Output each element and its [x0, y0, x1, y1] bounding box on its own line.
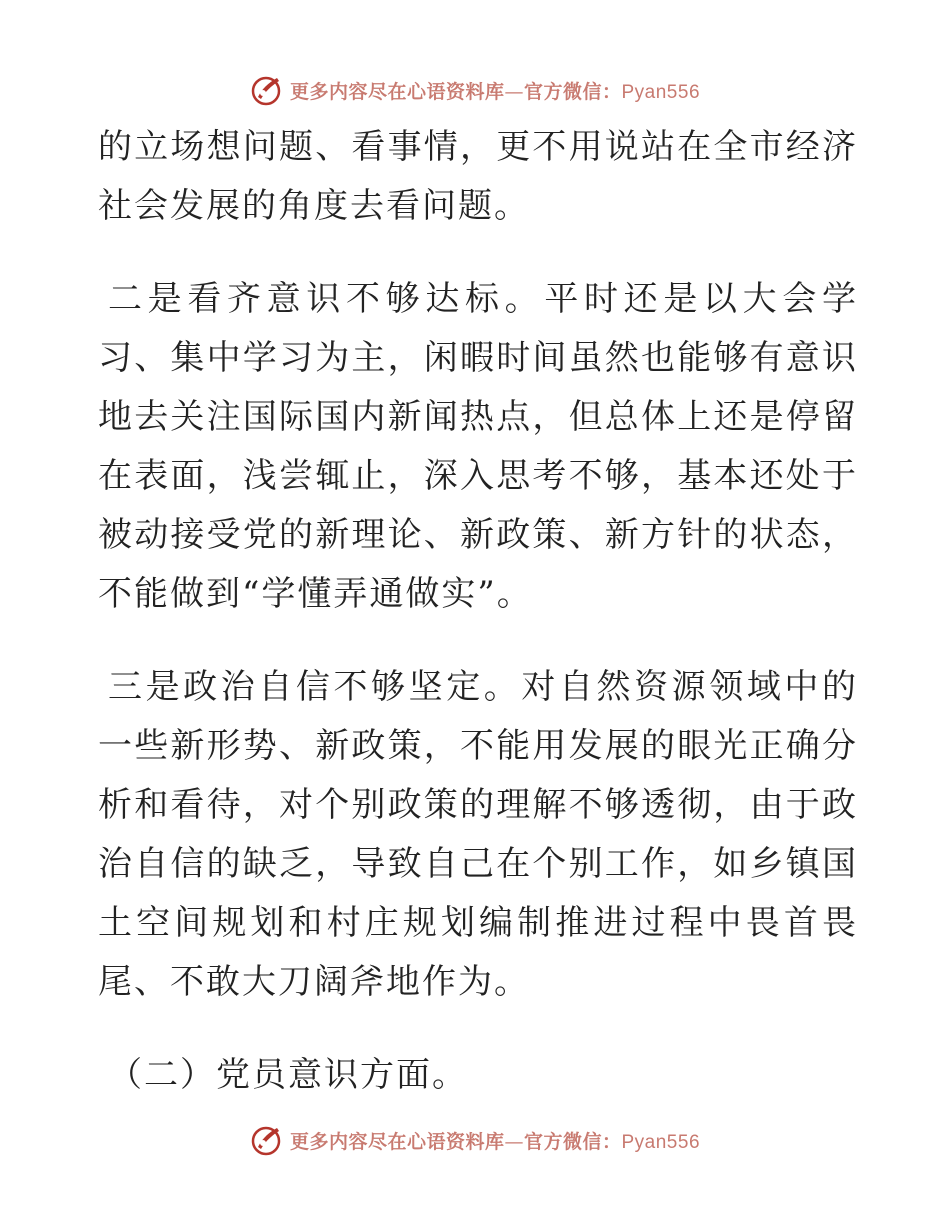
paragraph-3: 三是政治自信不够坚定。对自然资源领域中的一些新形势、新政策，不能用发展的眼光正确分析和看待，对个别政策的理解不够透彻，由于政治自信的缺乏，导致自己在个别工作，如乡镇国土空间规划和村庄规划编制推进过程中畏首畏尾、不敢大刀阔斧地作为。 — [98, 667, 858, 1002]
footer-watermark — [0, 1120, 950, 1160]
paragraph-1: 的立场想问题、看事情，更不用说站在全市经济社会发展的角度去看问题。 — [98, 127, 858, 226]
paragraph-2: 二是看齐意识不够达标。平时还是以大会学习、集中学习为主，闲暇时间虽然也能够有意识地去关注国际国内新闻热点，但总体上还是停留在表面，浅尝辄止，深入思考不够，基本还处于被动接受党的新理论、新政策、新方针的状态，不能做到“学懂弄通做实”。 — [98, 279, 858, 614]
brush-logo-icon — [250, 1123, 284, 1157]
document-body — [98, 118, 858, 1105]
section-heading: （二）党员意识方面。 — [108, 1055, 468, 1095]
watermark-text: 更多内容尽在心语资料库—官方微信：Pyan556 — [289, 1130, 701, 1153]
watermark-text: 更多内容尽在心语资料库—官方微信：Pyan556 — [289, 80, 701, 103]
brush-logo-icon — [250, 73, 284, 107]
header-watermark — [0, 70, 950, 110]
